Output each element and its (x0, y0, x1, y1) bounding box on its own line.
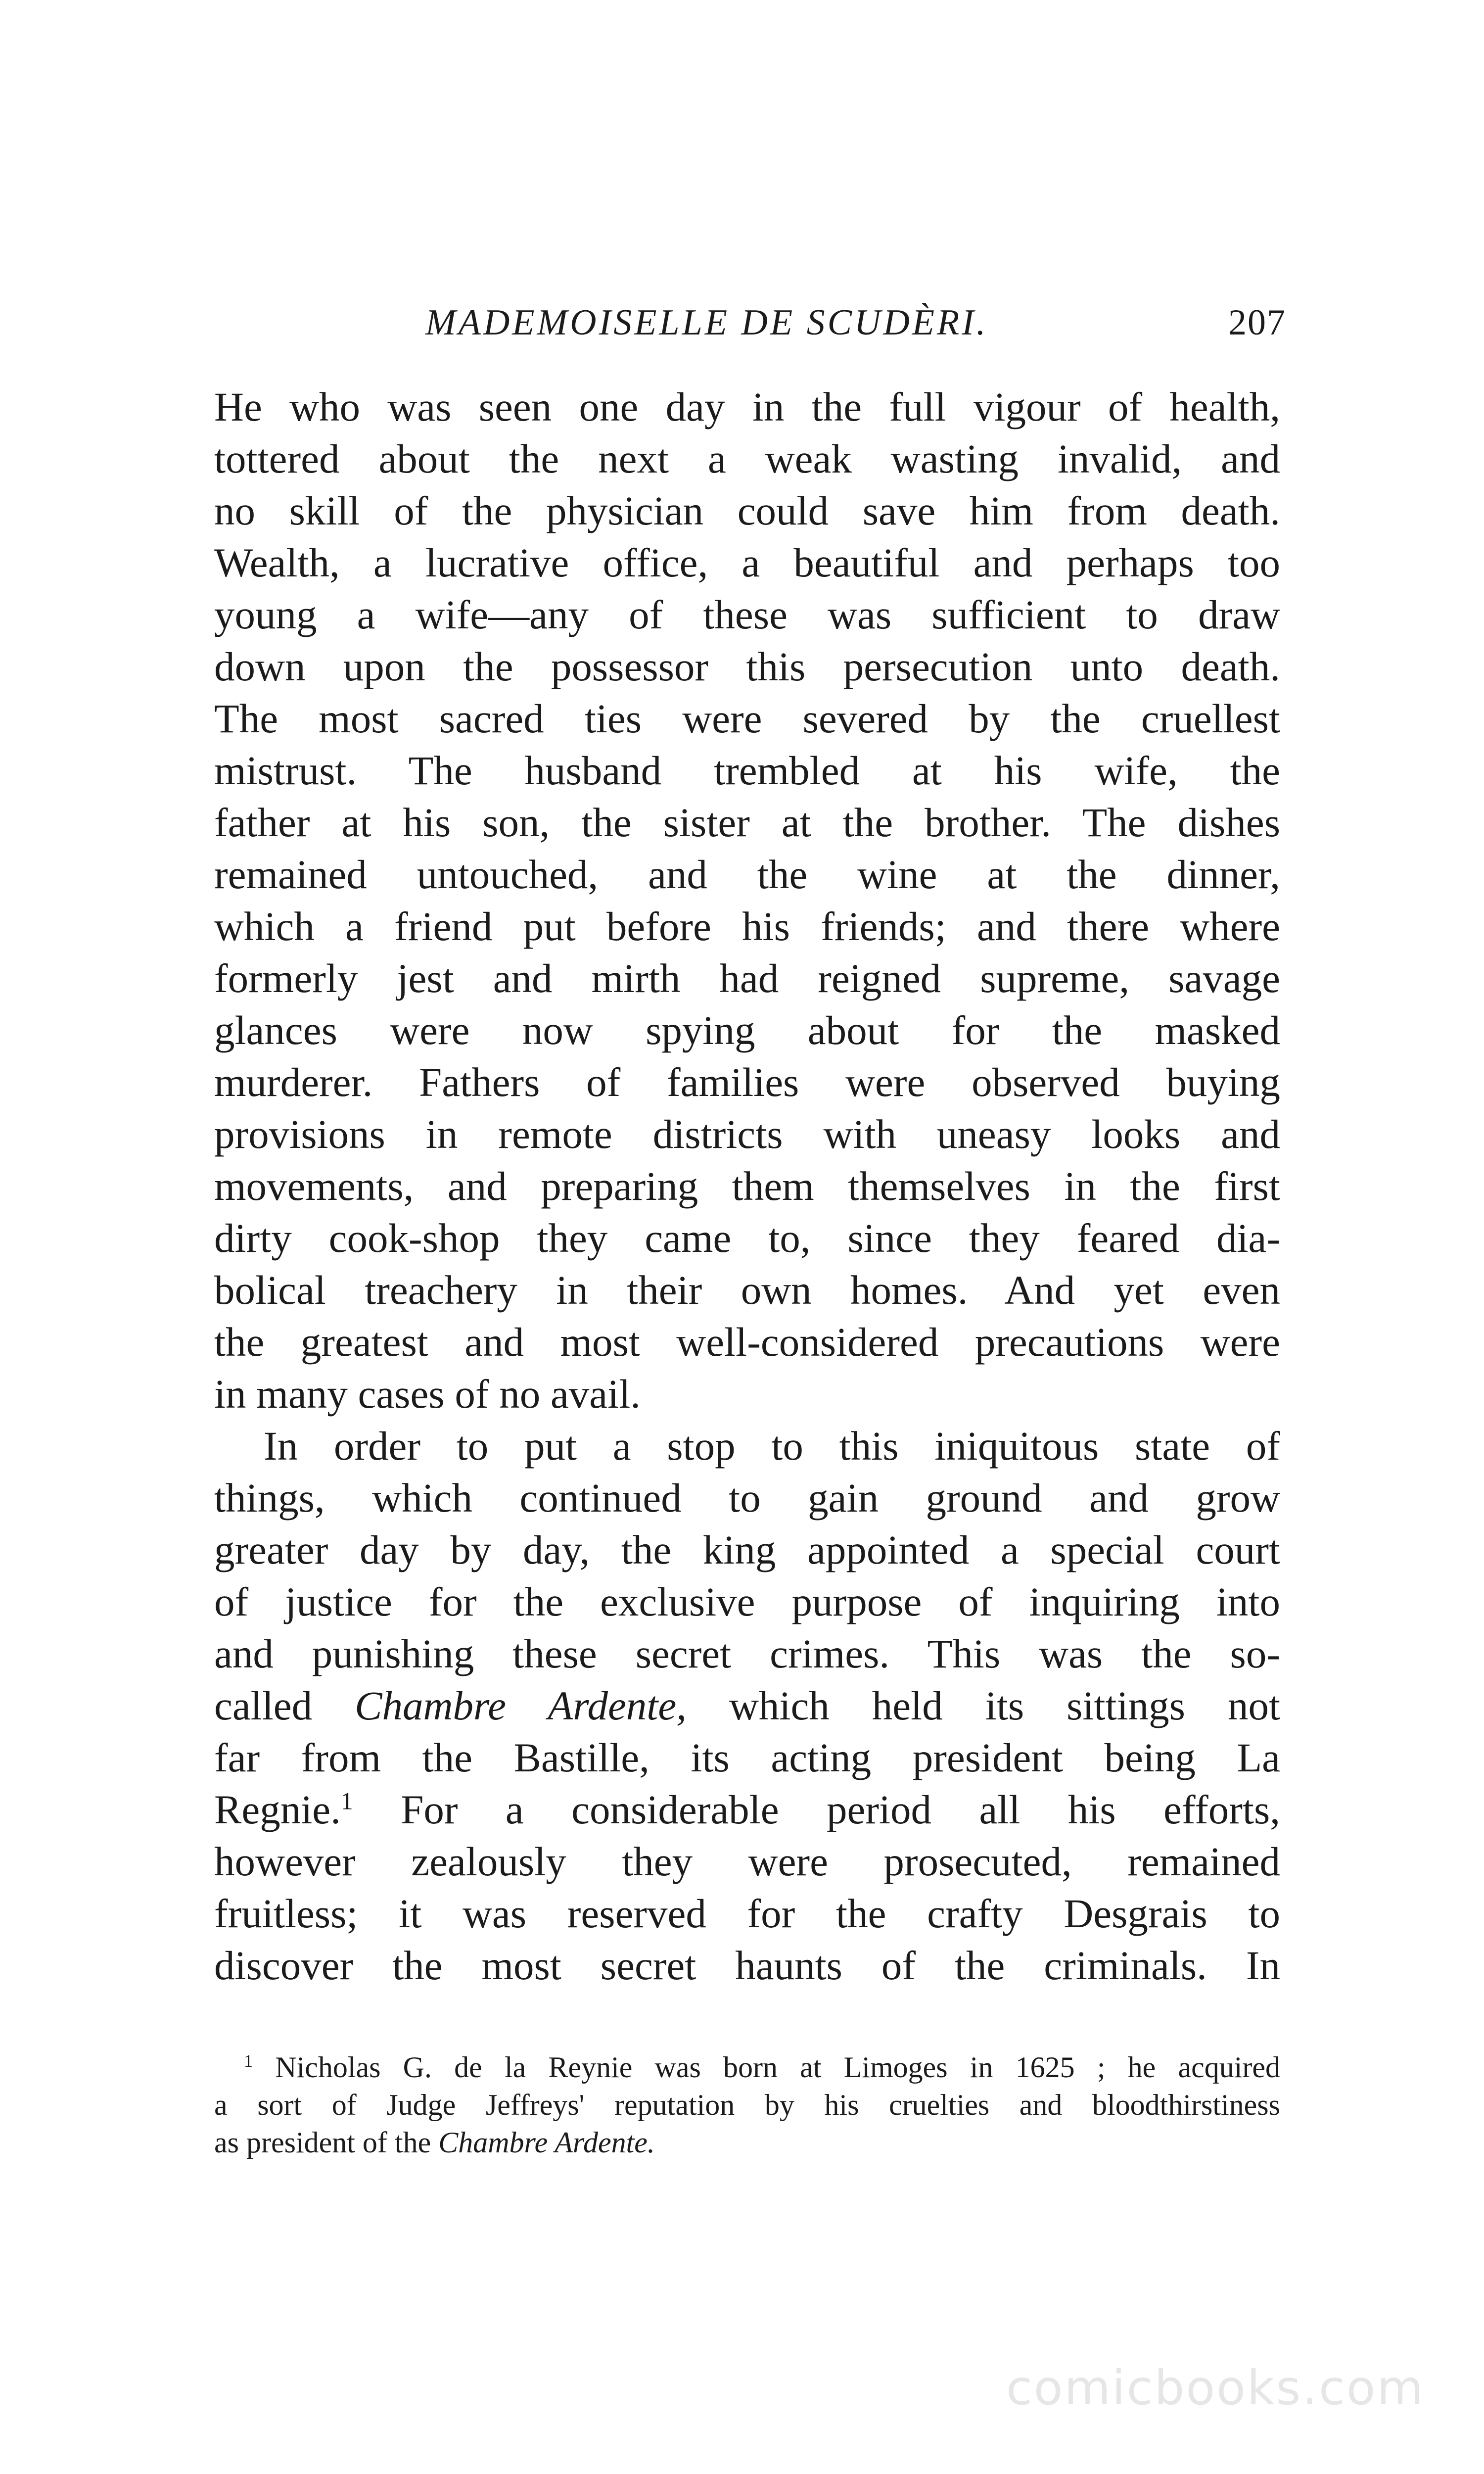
text-line: murderer. Fathers of families were observed buying (214, 1059, 1280, 1105)
text-line: movements, and preparing them themselves in the first (214, 1163, 1280, 1209)
text-line: no skill of the physician could save him from death. (214, 488, 1280, 533)
text-line (214, 1784, 1280, 1836)
text-line: glances were now spying about for the masked (214, 1007, 1280, 1053)
text-line: which a friend put before his friends; and there where (214, 904, 1280, 949)
text-line: in many cases of no avail. (214, 1371, 641, 1417)
footnote-line: a sort of Judge Jeffreys' reputation by his cruelties and bloodthirstiness (214, 2089, 1280, 2121)
line-text: For a considerable period all his efforts, (401, 1787, 1280, 1832)
text-line: fruitless; it was reserved for the crafty Desgrais to (214, 1891, 1280, 1936)
text-line: provisions in remote districts with uneasy looks and (214, 1111, 1280, 1157)
text-line: greater day by day, the king appointed a special court (214, 1527, 1280, 1572)
text-line: formerly jest and mirth had reigned supreme, savage (214, 955, 1280, 1001)
text-line: down upon the possessor this persecution unto death. (214, 644, 1280, 689)
text-line: The most sacred ties were severed by the cruellest (214, 696, 1280, 741)
text-line: Wealth, a lucrative office, a beautiful and perhaps too (214, 540, 1280, 585)
running-title: MADEMOISELLE DE SCUDÈRI. (425, 302, 988, 343)
text-line: the greatest and most well-considered precautions were (214, 1319, 1280, 1365)
footnote-marker: 1 (244, 2051, 253, 2071)
text-line: of justice for the exclusive purpose of inquiring into (214, 1579, 1280, 1624)
page-number: 207 (1228, 302, 1286, 343)
text-line (214, 1680, 1280, 1732)
text-line: In order to put a stop to this iniquitous state of (264, 1423, 1280, 1469)
footnote-line (214, 2124, 1280, 2161)
footnote-text: as president of the (214, 2126, 431, 2159)
text-line: dirty cook-shop they came to, since they feared dia- (214, 1215, 1280, 1261)
footnote-text: Nicholas G. de la Reynie was born at Limoges in 1625 ; he acquired (275, 2051, 1281, 2084)
paragraph-2 (214, 1420, 1280, 1992)
text-line: however zealously they were prosecuted, remained (214, 1839, 1280, 1884)
line-text: Regnie. (214, 1787, 341, 1832)
footnote (214, 2048, 1280, 2161)
text-line: and punishing these secret crimes. This was the so- (214, 1631, 1280, 1676)
italic-term: Chambre Ardente, (355, 1683, 687, 1728)
running-head (425, 302, 1286, 356)
text-line: discover the most secret haunts of the criminals. In (214, 1943, 1280, 1988)
text-line: far from the Bastille, its acting president being La (214, 1735, 1280, 1780)
text-line: things, which continued to gain ground and grow (214, 1475, 1280, 1521)
watermark: comicbooks.com (1006, 2360, 1425, 2416)
text-line: He who was seen one day in the full vigour of health, (214, 384, 1280, 429)
text-line: bolical treachery in their own homes. And yet even (214, 1267, 1280, 1313)
italic-term: Chambre Ardente. (438, 2126, 655, 2159)
text-line: tottered about the next a weak wasting invalid, and (214, 436, 1280, 481)
text-line: remained untouched, and the wine at the dinner, (214, 852, 1280, 897)
line-text: called (214, 1683, 313, 1728)
text-line: father at his son, the sister at the brother. The dishes (214, 800, 1280, 845)
line-text: which held its sittings not (729, 1683, 1281, 1728)
text-line: young a wife—any of these was sufficient to draw (214, 592, 1280, 637)
footnote-reference: 1 (340, 1787, 353, 1815)
footnote-line (214, 2048, 1280, 2086)
body-text (214, 381, 1280, 1992)
paragraph-1 (214, 381, 1280, 1420)
text-line: mistrust. The husband trembled at his wife, the (214, 748, 1280, 793)
